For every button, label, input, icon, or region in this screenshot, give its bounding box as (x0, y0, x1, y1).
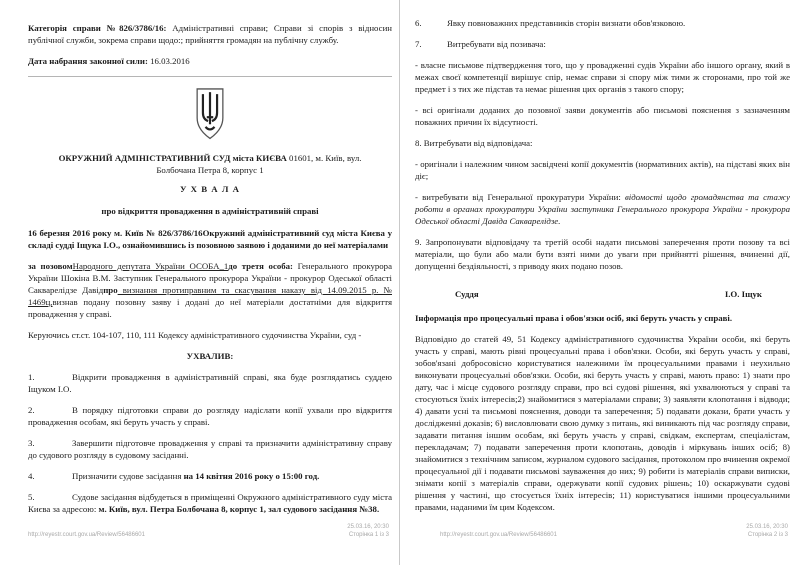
resolution-item-2 (28, 404, 392, 428)
third-party-label: до третя особа: (228, 261, 293, 271)
item-number: 4. (28, 471, 35, 481)
coat-of-arms-icon (190, 87, 230, 141)
judge-label: Суддя (455, 289, 479, 299)
about-label: про (103, 285, 118, 295)
footer-url: http://reyestr.court.gov.ua/Review/56486601 (440, 532, 557, 538)
plaintiff-link[interactable]: Народного депутата України ОСОБА_1 (72, 261, 229, 271)
item-number: 2. (28, 405, 35, 415)
item-text: Призначити судове засідання (72, 471, 184, 481)
case-subject-link[interactable]: визнання протиправним та скасування наказу від 14.09.2015 р. № 1469ц, (28, 285, 392, 307)
item-text: Завершити підготовче провадження у справі та призначити адміністративну справу до судового розгляду в судовому засіданні. (28, 438, 392, 460)
item-number: 1. (28, 372, 35, 382)
court-address: 01601, м. Київ, вул. Болбочана Петра 8, корпус 1 (156, 153, 362, 175)
footer-url: http://reyestr.court.gov.ua/Review/56486601 (28, 532, 145, 538)
footer-meta (746, 523, 788, 539)
defendants-text: Генерального прокурора України Шокіна В.М. Заступник Генерального прокурора України - прокурор Одеської області Сакварелідзе Давід (28, 261, 392, 295)
demand-dash-4 (415, 191, 790, 227)
rights-info-text: Відповідно до статей 49, 51 Кодексу адміністративного судочинства України особи, які беруть участь у справі, мають рівні процесуальні права і обов'язки. Особи, які беруть участь у справі, зобов'язані добросовісно користуватися належними їм процесуальними правами і неухильно виконувати процесуальні обов'язки. Особи, які беруть участь у справі, мають право: 1) знати про дату, час і місце судового розгляду справи, про всі судові рішення, які ухвалюються у справі та стосуються їхніх інтересів;2) знайомитися з матеріалами справи; 3) заявляти клопотання і відводи; 4) давати усні та письмові пояснення, доводи та заперечення; 5) подавати докази, брати участь у дослідженні доказів; 6) висловлювати свою думку з питань, які виникають під час розгляду справи, задавати питання іншим особам, які беруть участь у справі, свідкам, експертам, спеціалістам, перекладачам; 7) подавати заперечення проти клопотань, доводів і міркувань інших осіб; 8) знайомитися з технічним записом, журналом судового засідання, протоколом про вчинення окремої процесуальної дії і подавати письмові зауваження до них; 9) робити із матеріалів справи виписки, знімати копії з матеріалів справи, одержувати копії судових рішень; 10) оскаржувати судові рішення у частині, що стосується їхніх інтересів; 11) користуватися іншими процесуальними правами, наданими їм цим Кодексом. (415, 334, 790, 512)
claim-label: за позовом (28, 261, 73, 271)
demand-dash-4-plain: - витребувати від Генеральної прокуратури України: (415, 192, 625, 202)
item-text: Явку повноважних представників сторін визнати обов'язковою. (447, 18, 686, 28)
resolution-item-6 (415, 17, 790, 29)
resolution-item-4 (28, 470, 392, 482)
ruling-title: У Х В А Л А (180, 184, 240, 194)
legal-force-date (28, 55, 392, 67)
item-number: 6. (415, 18, 422, 28)
item-text: В порядку підготовки справи до розгляду надіслати копії ухвали про відкриття провадження особам, які беруть участь у справі. (28, 405, 392, 427)
footer-datetime: 25.03.16, 20:30 (746, 524, 788, 530)
footer-page-number: Сторінка 1 із 3 (348, 532, 389, 538)
resolution-item-3 (28, 437, 392, 461)
demand-dash-2: - всі оригінали доданих до позовної заяви документів або письмові пояснення з зазначенням поважних причин їх відсутності. (415, 105, 790, 127)
hearing-datetime: на 14 квітня 2016 року о 15:00 год. (183, 471, 320, 481)
resolution-item-9: 9. Запропонувати відповідачу та третій особі надати письмові заперечення проти позову та всі матеріали, що були або мали бути взяті ними до уваги при прийнятті рішення, вчиненні дії, допущенні бездіяльності, з приводу яких подано позов. (415, 237, 790, 271)
resolution-item-8: 8. Витребувати від відповідача: (415, 138, 533, 148)
hearing-address: м. Київ, вул. Петра Болбочана 8, корпус 1, зал судового засідання №38. (98, 504, 380, 514)
item-text: Витребувати від позивача: (447, 39, 546, 49)
guided-by-paragraph: Керуючись ст.ст. 104-107, 110, 111 Кодексу адміністративного судочинства України, суд - (28, 330, 362, 340)
item-number: 7. (415, 39, 422, 49)
page-2 (400, 0, 800, 565)
resolution-item-1 (28, 371, 392, 395)
resolution-item-5 (28, 491, 392, 515)
case-category-label: Категорія справи №826/3786/16: (28, 23, 167, 33)
claim-conclusion: визнав подану позовну заяву і додані до неї матеріали достатніми для відкриття провадження у справі. (28, 297, 392, 319)
court-name: ОКРУЖНИЙ АДМІНІСТРАТИВНИЙ СУД міста КИЄВА (58, 153, 287, 163)
page2-footer (400, 523, 800, 539)
item-text: Відкрити провадження в адміністративній справі, яка буде розглядатись суддею Іщуком І.О. (28, 372, 392, 394)
item-text: Судове засідання відбудеться в приміщенні Окружного адміністративного суду міста Києва за адресою: (28, 492, 392, 514)
court-header (28, 152, 392, 176)
footer-meta (347, 523, 389, 539)
emblem-container (28, 87, 392, 146)
item-number: 3. (28, 438, 35, 448)
signature-row (415, 288, 790, 300)
footer-datetime: 25.03.16, 20:30 (347, 524, 389, 530)
resolution-item-7 (415, 38, 790, 50)
footer-page-number: Сторінка 2 із 3 (747, 532, 788, 538)
rights-info-heading: Інформація про процесуальні права і обов'язки осіб, які беруть участь у справі. (415, 313, 733, 323)
demand-dash-1: - власне письмове підтвердження того, що у провадженні судів України або іншого органу, який в межах своєї компетенції вирішує спір, немає справи зі спору між тими ж сторонами, про той же предмет і з тих же підстав та немає рішення цих органів з такого спору; (415, 60, 790, 94)
header-divider (28, 76, 392, 77)
demand-dash-3: - оригінали і належним чином засвідчені копії документів (нормативних актів), на підставі яких він діє; (415, 159, 790, 181)
ruling-subtitle: про відкриття провадження в адміністративній справі (101, 206, 319, 216)
legal-force-date-value: 16.03.2016 (147, 56, 190, 66)
judge-name: І.О. Іщук (724, 289, 762, 299)
resolved-heading: УХВАЛИВ: (186, 351, 234, 361)
page1-footer (0, 523, 399, 539)
demand-dash-4-italic: відомості щодо громадянства та стажу роботи в органах прокуратури України заступника Генерального прокурора України - прокурора Одеської області Давіда Сакварелідзе. (415, 192, 790, 226)
case-category (28, 22, 392, 46)
intro-paragraph: 16 березня 2016 року м. Київ № 826/3786/16Окружний адміністративний суд міста Києва у складі судді Іщука І.О., ознайомившись із позовною заявою і доданими до неї матеріалами (28, 228, 392, 250)
item-number: 5. (28, 492, 35, 502)
case-category-text: Адміністративні справи; Справи зі спорів з відносин публічної служби, зокрема справи щодо:; прийняття громадян на публічну службу. (28, 23, 392, 45)
legal-force-date-label: Дата набрання законної сили: (28, 56, 148, 66)
claim-paragraph (28, 260, 392, 320)
